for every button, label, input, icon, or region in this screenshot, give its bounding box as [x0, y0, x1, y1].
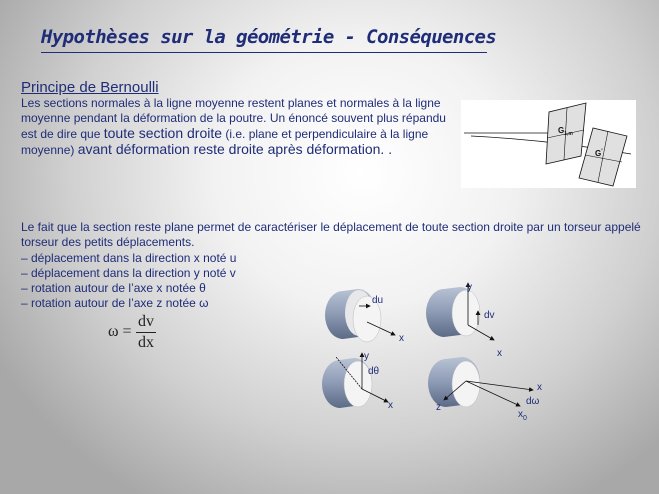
label-dv: dv — [484, 310, 495, 321]
formula-denominator: dx — [138, 334, 154, 351]
torsor-paragraph: Le fait que la section reste plane permet de caractériser le déplacement de toute section droite par un torseur appelé torseur des petits déplacements. — [21, 220, 641, 249]
label-x-domega: x — [537, 382, 542, 393]
para1-emphasis-2: avant déformation reste droite après déformation. . — [77, 141, 393, 157]
cylinder-dv — [426, 282, 502, 359]
label-x-dtheta: x — [388, 400, 393, 411]
section-heading: Principe de Bernoulli — [21, 79, 159, 96]
para1-emphasis-1: toute section droite — [103, 125, 223, 141]
cylinder-du — [325, 289, 404, 344]
formula-numerator: dv — [138, 313, 154, 330]
list-item: – déplacement dans la direction y noté v — [21, 266, 236, 280]
list-item: – déplacement dans la direction x noté u — [21, 251, 237, 265]
para1-text-2: (i.e. plane et perpendiculaire à la ligne moyenne) — [21, 127, 429, 157]
cylinder-dtheta — [322, 351, 393, 411]
cylinder-domega — [428, 357, 542, 422]
label-g2: G' — [595, 149, 603, 158]
para1-text-1: Les sections normales à la ligne moyenne restent planes et normales à la ligne moyenne pendant la déformation de la poutre. Un énoncé souvent plus répandu est de dire que — [21, 96, 446, 141]
label-x-dv: x — [497, 348, 502, 359]
formula-lhs: ω = — [108, 323, 132, 340]
label-du: du — [372, 295, 384, 306]
label-z-domega: z — [436, 402, 441, 413]
label-y-dtheta: y — [364, 351, 369, 362]
label-domega: dω — [526, 396, 540, 407]
list-item: – rotation autour de l’axe z notée ω — [21, 296, 209, 310]
label-dtheta: dθ — [368, 366, 380, 377]
label-x-du: x — [399, 333, 404, 344]
label-g1: $G_{1,m}$ — [558, 126, 573, 137]
slide-title: Hypothèses sur la géométrie - Conséquences — [41, 26, 497, 48]
list-item: – rotation autour de l’axe x notée θ — [21, 281, 206, 295]
label-y-dv: y — [467, 282, 472, 293]
label-x0-domega: $x_0$ — [518, 409, 527, 422]
